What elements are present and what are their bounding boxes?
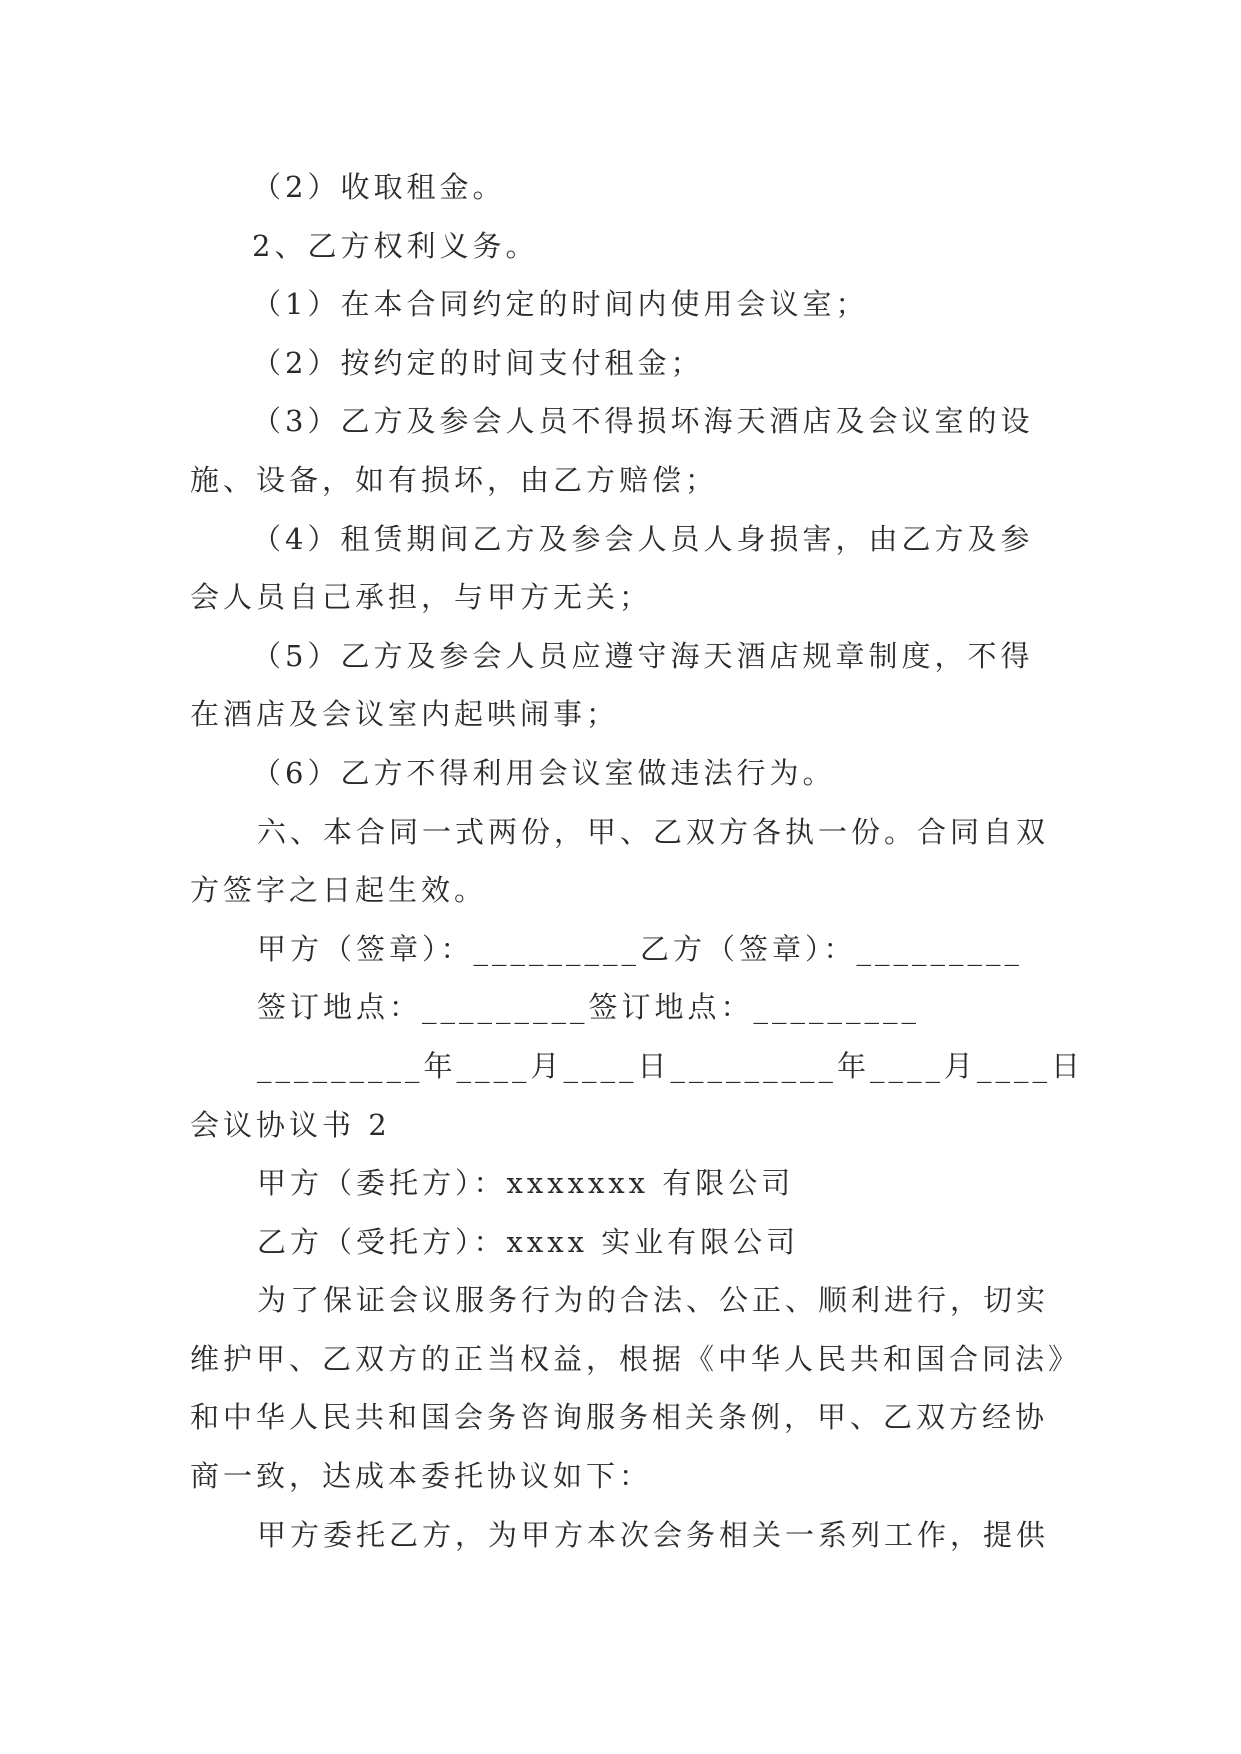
paragraph-line: 施、设备，如有损坏，由乙方赔偿；	[190, 462, 719, 497]
paragraph-line: 甲方委托乙方，为甲方本次会务相关一系列工作，提供	[257, 1517, 1050, 1552]
paragraph-line: （2）按约定的时间支付租金；	[252, 345, 704, 380]
document-body	[190, 158, 1085, 1564]
paragraph-line: 2、乙方权利义务。	[252, 228, 539, 263]
paragraph-line: （2）收取租金。	[252, 170, 506, 204]
paragraph-line: （1）在本合同约定的时间内使用会议室；	[252, 287, 869, 322]
paragraph-line: 方签字之日起生效。	[190, 873, 488, 908]
paragraph-line: （6）乙方不得利用会议室做违法行为。	[252, 755, 836, 790]
party-b-line: 乙方（受托方）：xxxx 实业有限公司	[257, 1224, 800, 1259]
party-a-line: 甲方（委托方）：xxxxxxx 有限公司	[257, 1166, 795, 1201]
paragraph-line: （5）乙方及参会人员应遵守海天酒店规章制度，不得	[252, 638, 1034, 673]
paragraph-line: 会人员自己承担，与甲方无关；	[190, 580, 653, 615]
paragraph-line: （4）租赁期间乙方及参会人员人身损害，由乙方及参	[252, 521, 1034, 556]
paragraph-line: 为了保证会议服务行为的合法、公正、顺利进行，切实	[257, 1283, 1050, 1318]
date-line: _________年____月____日_________年____月____日	[257, 1048, 1085, 1083]
section-heading: 会议协议书 2	[190, 1107, 391, 1142]
signature-line: 甲方（签章）：_________乙方（签章）：_________	[257, 931, 1024, 966]
paragraph-line: 和中华人民共和国会务咨询服务相关条例，甲、乙双方经协	[190, 1400, 1049, 1435]
paragraph-line: 维护甲、乙双方的正当权益，根据《中华人民共和国合同法》	[190, 1341, 1082, 1376]
paragraph-line: 在酒店及会议室内起哄闹事；	[190, 697, 620, 732]
signing-place-line: 签订地点：_________签订地点：_________	[257, 990, 921, 1025]
paragraph-line: 商一致，达成本委托协议如下：	[190, 1459, 653, 1494]
paragraph-line: 六、本合同一式两份，甲、乙双方各执一份。合同自双	[257, 814, 1050, 849]
paragraph-line: （3）乙方及参会人员不得损坏海天酒店及会议室的设	[252, 404, 1034, 439]
